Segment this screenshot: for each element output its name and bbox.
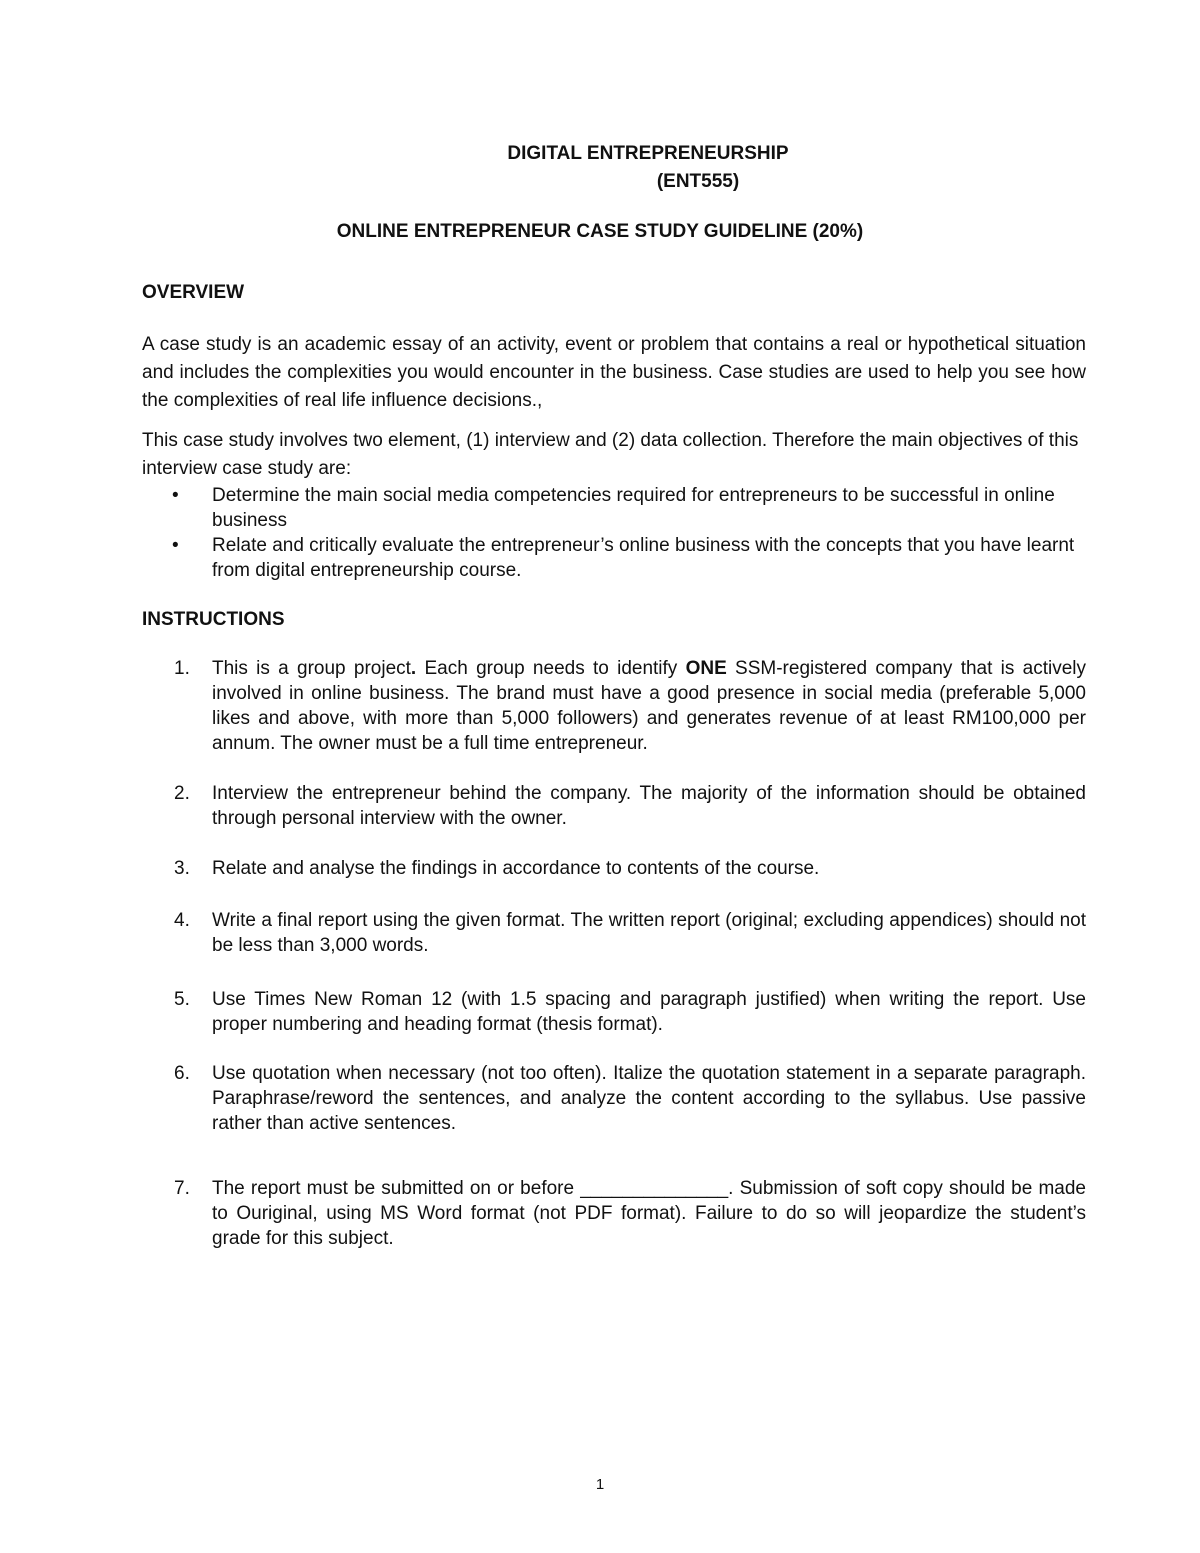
objectives-list [142, 483, 1086, 583]
course-code: (ENT555) [656, 171, 740, 192]
page-number: 1 [595, 1476, 605, 1493]
bullet-icon: • [172, 535, 179, 556]
overview-heading: OVERVIEW [142, 282, 245, 303]
guideline-title: ONLINE ENTREPRENEUR CASE STUDY GUIDELINE (20%) [336, 221, 864, 242]
instruction-item-3: 3. Relate and analyse the findings in accordance to contents of the course. [174, 858, 820, 879]
instruction-item-2: 2. Interview the entrepreneur behind the company. The majority of the information should be obtained through personal interview with the owner. [174, 783, 1086, 829]
instruction-item-4: 4. Write a final report using the given format. The written report (original; excluding appendices) should not be less than 3,000 words. [174, 910, 1086, 956]
overview-paragraph-2: This case study involves two element, (1) interview and (2) data collection. Therefore the main objectives of this interview case study are: [142, 430, 1079, 479]
instruction-item-6: 6. Use quotation when necessary (not too often). Italize the quotation statement in a separate paragraph. Paraphrase/reword the sentences, and analyze the content according to the syllabus. Use passive rather than active sentences. [174, 1063, 1086, 1134]
instruction-item-5: 5. Use Times New Roman 12 (with 1.5 spacing and paragraph justified) when writing the report. Use proper numbering and heading format (thesis format). [174, 989, 1086, 1035]
course-title: DIGITAL ENTREPRENEURSHIP [507, 143, 789, 164]
objective-item: • Determine the main social media competencies required for entrepreneurs to be successful in online business [172, 485, 1055, 531]
objective-item: • Relate and critically evaluate the entrepreneur’s online business with the concepts that you have learnt from digital entrepreneurship course. [172, 535, 1075, 581]
instruction-item-1: 1. This is a group project. Each group needs to identify ONE SSM-registered company that is actively involved in online business. The brand must have a good presence in social media (preferable 5,000 likes and above, with more than 5,000 followers) and generates revenue of at least RM100,000 per annum. The owner must be a full time entrepreneur. [174, 658, 1087, 754]
overview-paragraph-1: A case study is an academic essay of an activity, event or problem that contains a real or hypothetical situation and includes the complexities you would encounter in the business. Case studies are used to help you see how the complexities of real life influence decisions., [142, 334, 1086, 411]
instructions-heading: INSTRUCTIONS [142, 609, 285, 630]
bullet-icon: • [172, 485, 179, 506]
instruction-item-7: 7. The report must be submitted on or before ______________. Submission of soft copy should be made to Ouriginal, using MS Word format (not PDF format). Failure to do so will jeopardize the student’s grade for this subject. [174, 1178, 1086, 1249]
